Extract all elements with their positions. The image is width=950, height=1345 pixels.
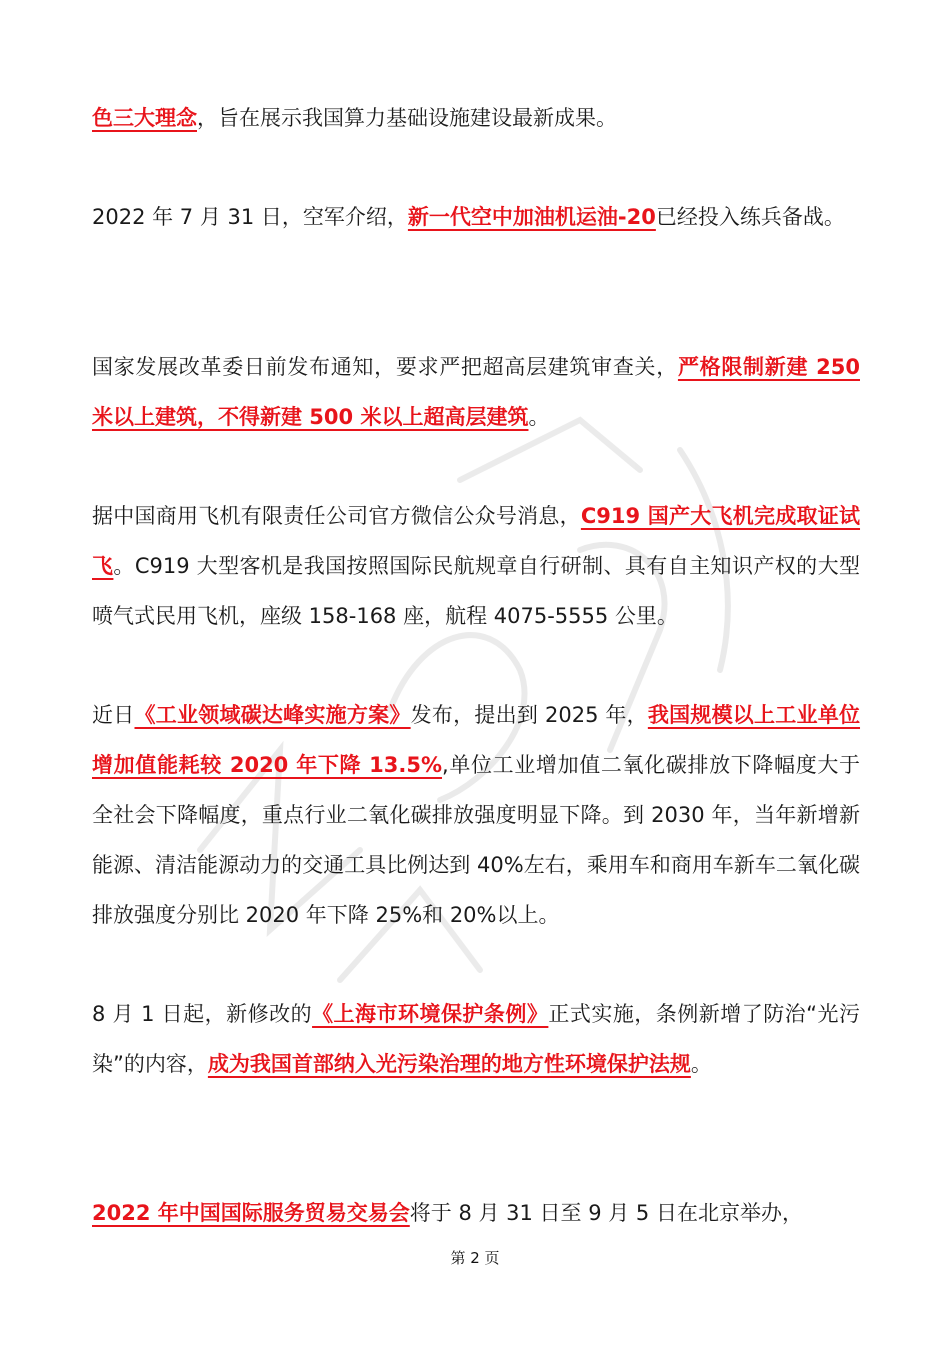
body-text: 正式实施，条例新增了防治“光污染”的内容， [92,1002,861,1076]
body-text: 2022 年 7 月 31 日，空军介绍， [92,205,408,229]
highlighted-text: 《上海市环境保护条例》 [312,1002,549,1026]
highlighted-text: C919 国产大飞机完成取证试飞 [92,504,861,578]
highlighted-text: 色三大理念 [92,106,197,130]
highlighted-text: 我国规模以上工业单位增加值能耗较 2020 年下降 13.5% [92,703,861,777]
highlighted-text: 严格限制新建 250 米以上建筑，不得新建 500 米以上超高层建筑 [92,355,860,429]
paragraph-4 [92,690,860,940]
body-text: 已经投入练兵备战。 [655,205,845,229]
body-text: 近日 [92,703,135,727]
page-number: 第 2 页 [450,1249,500,1267]
paragraph-5 [92,989,860,1089]
body-text: ，旨在展示我国算力基础设施建设最新成果。 [197,106,617,130]
body-text: 。 [690,1052,712,1076]
body-text: 8 月 1 日起，新修改的 [92,1002,313,1026]
paragraph-3 [92,491,860,641]
body-text: 。C919 大型客机是我国按照国际民航规章自行研制、具有自主知识产权的大型喷气式民用飞机，座级 158-168 座，航程 4075-5555 公里。 [92,554,861,628]
body-text: 将于 8 月 31 日至 9 月 5 日在北京举办， [409,1201,803,1225]
body-text: 据中国商用飞机有限责任公司官方微信公众号消息， [92,504,581,528]
body-text: 发布，提出到 2025 年， [410,703,648,727]
highlighted-text: 《工业领域碳达峰实施方案》 [134,703,411,727]
paragraph-2 [92,342,860,442]
paragraph-6 [92,1188,860,1238]
body-text: 。 [528,405,550,429]
paragraph-0 [92,93,860,143]
paragraph-1 [92,192,860,242]
body-text: 国家发展改革委日前发布通知，要求严把超高层建筑审查关， [92,355,678,379]
body-text: ,单位工业增加值二氧化碳排放下降幅度大于全社会下降幅度，重点行业二氧化碳排放强度明显下降。到 2030 年，当年新增新能源、清洁能源动力的交通工具比例达到 40%左右，乘用车和商用车新车二氧化碳排放强度分别比 2020 年下降 25%和 20%以上。 [92,753,860,927]
highlighted-text: 2022 年中国国际服务贸易交易会 [92,1201,410,1225]
highlighted-text: 新一代空中加油机运油-20 [407,205,656,229]
highlighted-text: 成为我国首部纳入光污染治理的地方性环境保护法规 [207,1052,691,1076]
